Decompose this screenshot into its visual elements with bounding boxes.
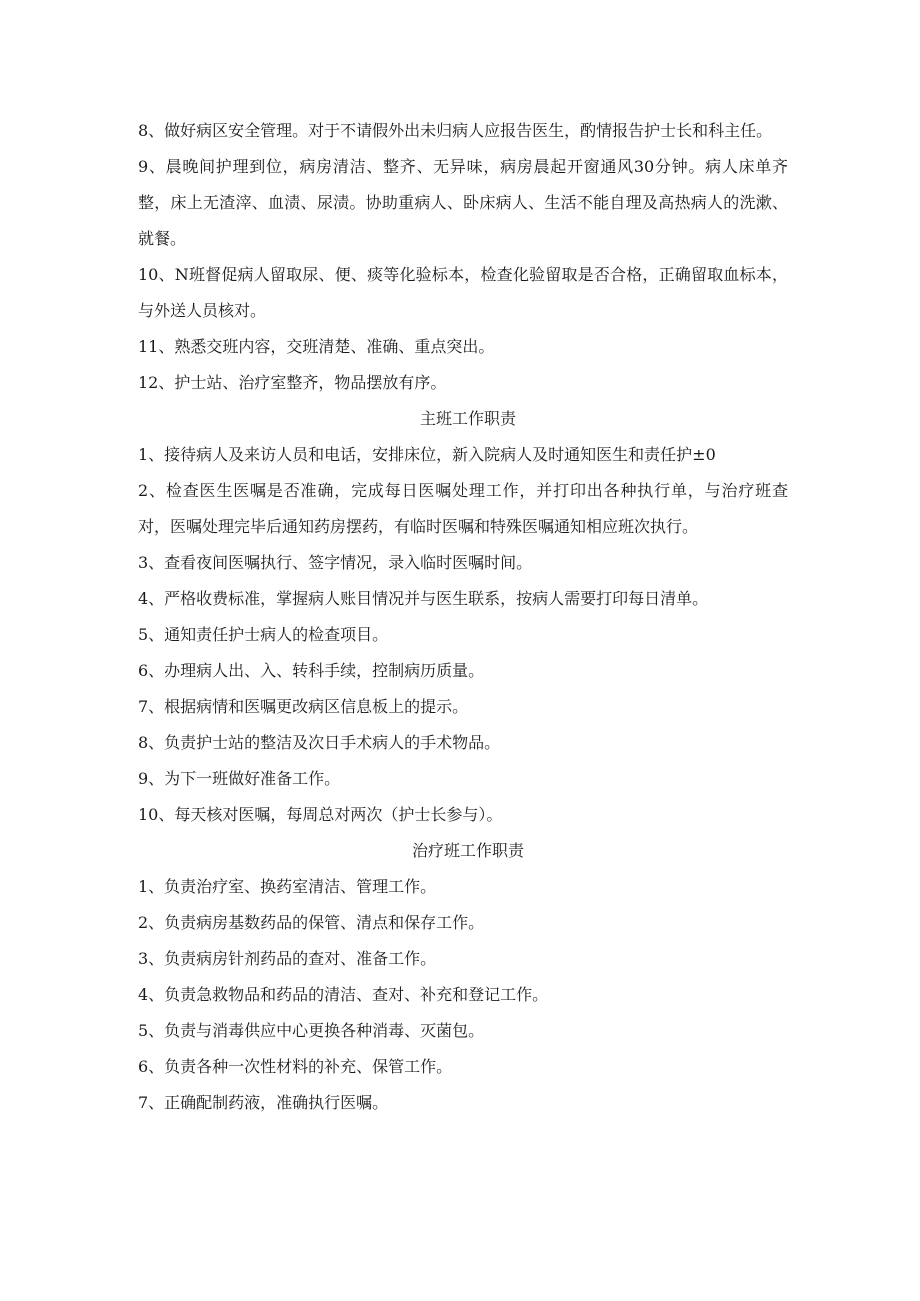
duty-item: 8、做好病区安全管理。对于不请假外出未归病人应报告医生，酌情报告护士长和科主任。 xyxy=(138,121,773,140)
duty-item: 8、负责护士站的整洁及次日手术病人的手术物品。 xyxy=(138,733,501,752)
duty-item: 2、检查医生医嘱是否准确，完成每日医嘱处理工作，并打印出各种执行单，与治疗班查对，医嘱处理完毕后通知药房摆药，有临时医嘱和特殊医嘱通知相应班次执行。 xyxy=(138,481,788,536)
duty-item: 10、每天核对医嘱，每周总对两次（护士长参与）。 xyxy=(138,805,503,824)
duty-item: 4、负责急救物品和药品的清洁、查对、补充和登记工作。 xyxy=(138,985,549,1004)
duty-item: 1、负责治疗室、换药室清洁、管理工作。 xyxy=(138,877,437,896)
duty-item: 4、严格收费标准，掌握病人账目情况并与医生联系，按病人需要打印每日清单。 xyxy=(138,589,709,608)
duty-item: 1、接待病人及来访人员和电话，安排床位，新入院病人及时通知医生和责任护±0 xyxy=(138,445,716,464)
duty-item: 6、办理病人出、入、转科手续，控制病历质量。 xyxy=(138,661,485,680)
document-page xyxy=(138,113,788,1121)
duty-item: 7、根据病情和医嘱更改病区信息板上的提示。 xyxy=(138,697,469,716)
duty-item: 11、熟悉交班内容，交班清楚、准确、重点突出。 xyxy=(138,337,495,356)
duty-item: 7、正确配制药液，准确执行医嘱。 xyxy=(138,1093,389,1112)
duty-item: 9、晨晚间护理到位，病房清洁、整齐、无异味，病房晨起开窗通风30分钟。病人床单齐整，床上无渣滓、血渍、尿渍。协助重病人、卧床病人、生活不能自理及高热病人的洗漱、就餐。 xyxy=(138,157,788,248)
duty-item: 5、负责与消毒供应中心更换各种消毒、灭菌包。 xyxy=(138,1021,485,1040)
duty-item: 10、N班督促病人留取尿、便、痰等化验标本，检查化验留取是否合格，正确留取血标本，与外送人员核对。 xyxy=(138,265,788,320)
duty-item: 3、负责病房针剂药品的查对、准备工作。 xyxy=(138,949,437,968)
duty-item: 2、负责病房基数药品的保管、清点和保存工作。 xyxy=(138,913,485,932)
duty-item: 3、查看夜间医嘱执行、签字情况，录入临时医嘱时间。 xyxy=(138,553,533,572)
section-heading-treatment-shift: 治疗班工作职责 xyxy=(411,841,524,860)
duty-item: 12、护士站、治疗室整齐，物品摆放有序。 xyxy=(138,373,447,392)
section-heading-main-shift: 主班工作职责 xyxy=(419,409,516,428)
duty-item: 6、负责各种一次性材料的补充、保管工作。 xyxy=(138,1057,453,1076)
duty-item: 5、通知责任护士病人的检查项目。 xyxy=(138,625,389,644)
duty-item: 9、为下一班做好准备工作。 xyxy=(138,769,341,788)
